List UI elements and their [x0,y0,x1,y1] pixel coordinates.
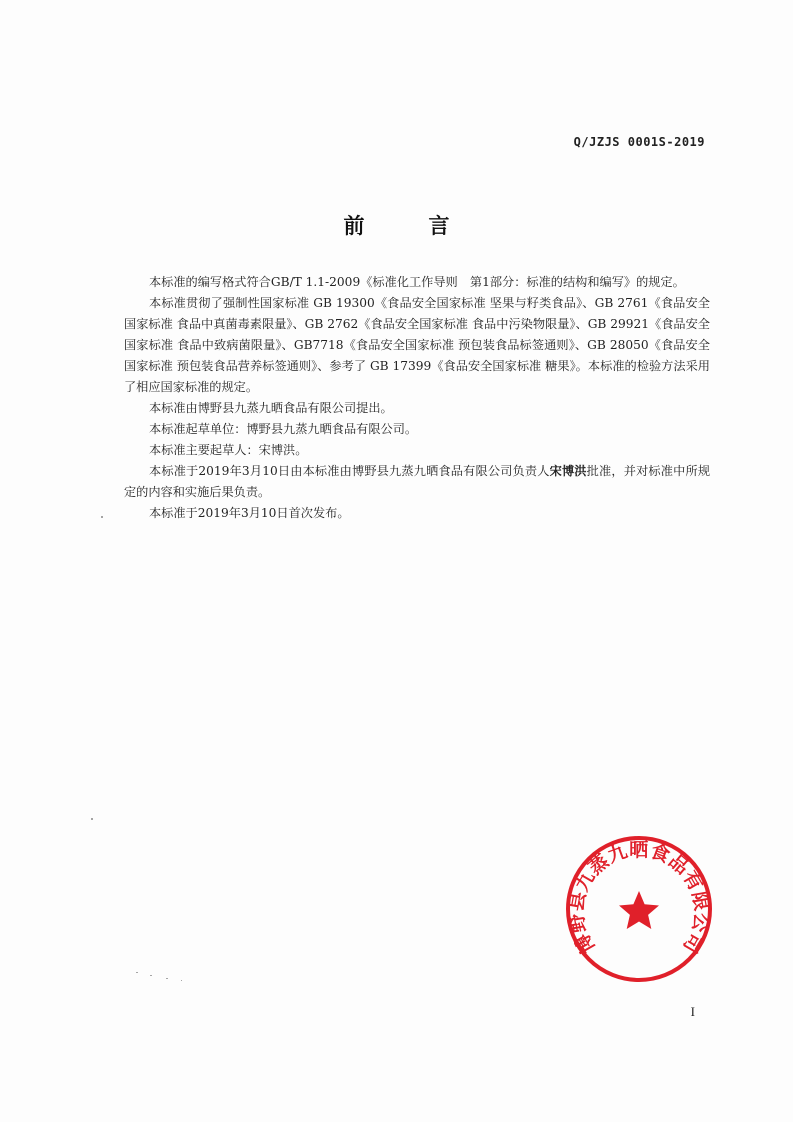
scan-speck [150,975,152,976]
seal-text: 博野县九蒸九晒食品有限公司 [565,839,713,958]
paragraph-approval [124,461,710,503]
foreword-body [124,272,710,524]
page-title: 前言 [343,214,514,238]
standard-code: Q/JZJS 0001S-2019 [573,135,705,149]
page-number: I [690,1004,695,1019]
paragraph-proposer: 本标准由博野县九蒸九晒食品有限公司提出。 [149,401,393,415]
approval-text-before: 本标准于2019年3月10日由本标准由博野县九蒸九晒食品有限公司负责人 [149,464,550,478]
scan-speck [181,980,182,981]
seal-star-icon [619,891,659,929]
approval-text-after: 批准，并对标准中所规定的内容和实施后果负责。 [124,464,711,499]
scan-speck [91,818,93,820]
scan-speck [166,978,168,979]
paragraph-drafting-unit: 本标准起草单位：博野县九蒸九晒食品有限公司。 [149,422,418,436]
paragraph-referenced-standards: 本标准贯彻了强制性国家标准 GB 19300《食品安全国家标准 坚果与籽类食品》、GB 2761《食品安全国家标准 食品中真菌毒素限量》、GB 2762《食品安全国家标准 食品中污染物限量》、GB 29921《食品安全国家标准 食品中致病菌限量》、GB7718《食品安全国家标准 预包装食品标签通则》、GB 28050《食品安全国家标准 预包装食品营养标签通则》、参考了 GB 17399《食品安全国家标准 糖果》。本标准的检验方法采用了相应国家标准的规定。 [124,296,710,394]
paragraph-format: 本标准的编写格式符合GB/T 1.1-2009《标准化工作导则 第1部分：标准的结构和编写》的规定。 [149,275,685,289]
paragraph-release: 本标准于2019年3月10日首次发布。 [149,506,350,520]
approval-person: 宋博洪 [549,464,587,478]
scan-speck [101,516,103,518]
paragraph-drafter: 本标准主要起草人：宋博洪。 [149,443,308,457]
scan-speck [136,972,138,973]
company-seal [564,834,714,984]
